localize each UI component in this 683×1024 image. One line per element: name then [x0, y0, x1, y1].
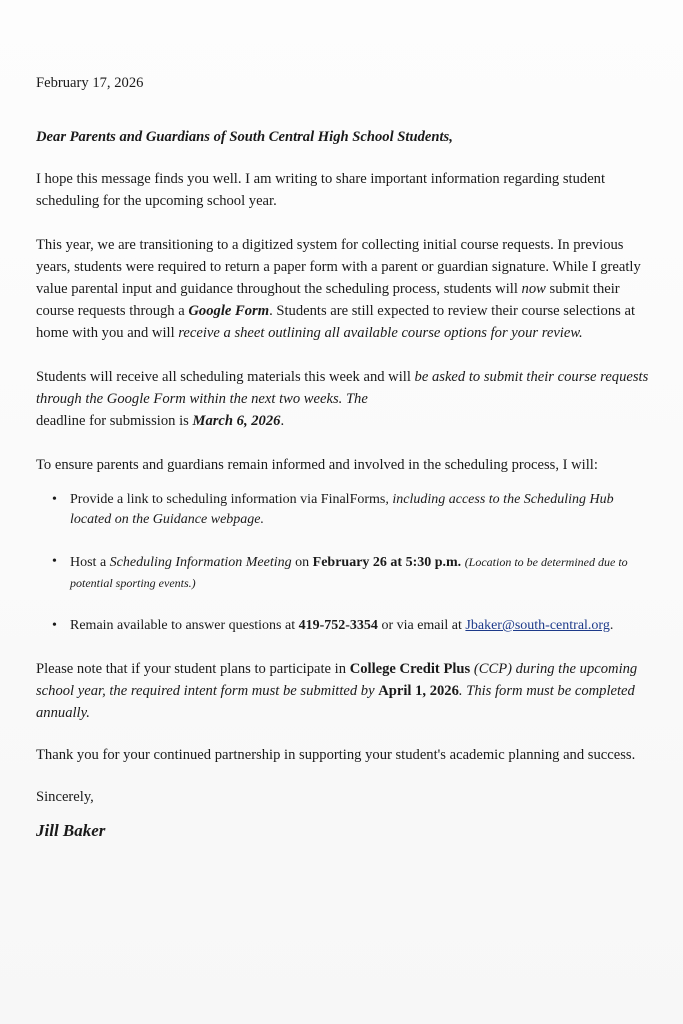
- materials-period: .: [280, 413, 285, 429]
- transition-italic-tail: receive a sheet outlining all available course options for your review.: [178, 325, 583, 341]
- transition-text-1: This year, we are transitioning to a digitized system for collecting initial course requests. In previous years, students were required to return a paper form with a parent or guardian signature. While I greatly value parental input and guidance throughout the scheduling process, students will: [36, 237, 641, 297]
- bullet-icon: •: [52, 492, 57, 507]
- intro-paragraph: I hope this message finds you well. I am writing to share important information regarding student scheduling for the upcoming school year.: [36, 171, 606, 209]
- email-link[interactable]: Jbaker@south-central.org: [465, 618, 610, 633]
- letter-body: [36, 72, 656, 842]
- materials-italic: be asked to submit their course requests through the Google Form within the next two weeks. The: [36, 369, 649, 407]
- item2-text-2: on: [291, 555, 313, 570]
- ccp-label: College Credit Plus: [349, 661, 471, 677]
- item3-text-1: Remain available to answer questions at: [70, 618, 299, 633]
- item1-text-1: Provide a link to scheduling information via: [70, 492, 321, 507]
- salutation: Dear Parents and Guardians of South Central High School Students,: [36, 129, 453, 145]
- bullet-icon: •: [52, 618, 57, 633]
- item2-text-1: Host a: [70, 555, 110, 570]
- transition-text-2: submit their course requests through a: [36, 281, 620, 319]
- list-item-contact: [52, 616, 656, 636]
- list-item-finalforms: [52, 490, 656, 530]
- materials-text-1: Students will receive all scheduling materials this week and will: [36, 369, 415, 385]
- commitments-list: [36, 490, 656, 636]
- transition-paragraph: [36, 234, 656, 344]
- ccp-date: April 1, 2026: [378, 683, 459, 699]
- letter-date: February 17, 2026: [36, 75, 144, 91]
- deadline-date: March 6, 2026: [192, 413, 281, 429]
- materials-text-2: deadline for submission is: [36, 413, 193, 429]
- ccp-text-3: . This form must be completed annually.: [36, 683, 635, 721]
- materials-paragraph: [36, 366, 656, 432]
- closing: Sincerely,: [36, 789, 94, 805]
- ccp-paragraph: [36, 658, 656, 724]
- thanks-paragraph: Thank you for your continued partnership in supporting your student's academic planning and success.: [36, 747, 636, 763]
- meeting-name: Scheduling Information Meeting: [109, 555, 292, 570]
- finalforms-label: FinalForms: [320, 492, 386, 507]
- phone-number: 419-752-3354: [298, 618, 378, 633]
- meeting-location-note: (Location to be determined due to potential sporting events.): [70, 555, 628, 590]
- list-item-meeting: [52, 552, 656, 594]
- item3-period: .: [609, 618, 614, 633]
- item3-text-2: or via email at: [377, 618, 466, 633]
- google-form-label: Google Form: [188, 303, 270, 319]
- ccp-text-2: (CCP) during the upcoming school year, the required intent form must be submitted by: [36, 661, 638, 699]
- commitments-intro: To ensure parents and guardians remain informed and involved in the scheduling process, I will:: [36, 457, 598, 473]
- bullet-icon: •: [52, 554, 57, 569]
- ccp-text-1: Please note that if your student plans to participate in: [36, 661, 350, 677]
- item1-text-2: , including access to the Scheduling Hub located on the Guidance webpage.: [70, 492, 614, 527]
- transition-text-3: . Students are still expected to review their course selections at home with you and will: [36, 303, 636, 341]
- meeting-date: February 26 at 5:30 p.m.: [312, 555, 462, 570]
- signature: Jill Baker: [36, 821, 106, 840]
- transition-now: now: [521, 281, 546, 297]
